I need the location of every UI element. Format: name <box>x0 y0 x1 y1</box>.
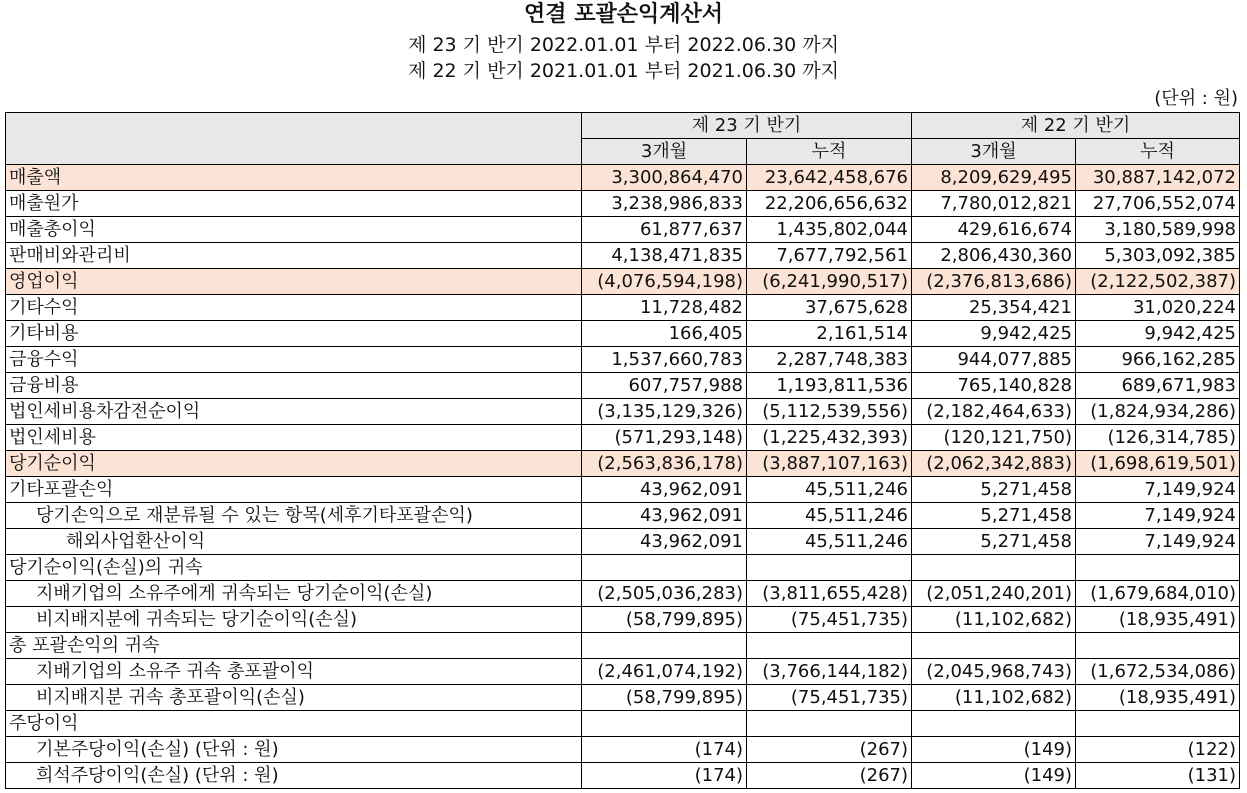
cell-value: 45,511,246 <box>747 529 912 555</box>
row-label: 해외사업환산이익 <box>6 529 582 555</box>
cell-value: 429,616,674 <box>912 217 1076 243</box>
table-row <box>6 425 1240 451</box>
cell-value: 1,537,660,783 <box>582 347 747 373</box>
row-label: 기타포괄손익 <box>6 477 582 503</box>
cell-value: 30,887,142,072 <box>1076 165 1240 191</box>
cell-value: (58,799,895) <box>582 607 747 633</box>
cell-value <box>582 555 747 581</box>
cell-value: (1,679,684,010) <box>1076 581 1240 607</box>
cell-value: 3,180,589,998 <box>1076 217 1240 243</box>
row-label: 기본주당이익(손실) (단위 : 원) <box>6 737 582 763</box>
cell-value: (18,935,491) <box>1076 607 1240 633</box>
cell-value: 45,511,246 <box>747 503 912 529</box>
header-prior-period: 제 22 기 반기 <box>912 113 1240 139</box>
row-label: 기타수익 <box>6 295 582 321</box>
cell-value: 1,435,802,044 <box>747 217 912 243</box>
row-label: 영업이익 <box>6 269 582 295</box>
table-row <box>6 165 1240 191</box>
cell-value: 5,271,458 <box>912 477 1076 503</box>
header-current-3m: 3개월 <box>582 139 747 165</box>
cell-value: (2,045,968,743) <box>912 659 1076 685</box>
cell-value: (1,225,432,393) <box>747 425 912 451</box>
cell-value <box>747 555 912 581</box>
cell-value: 2,161,514 <box>747 321 912 347</box>
row-label: 비지배지분 귀속 총포괄이익(손실) <box>6 685 582 711</box>
table-row <box>6 347 1240 373</box>
cell-value: 9,942,425 <box>1076 321 1240 347</box>
cell-value: (2,505,036,283) <box>582 581 747 607</box>
table-row <box>6 555 1240 581</box>
cell-value: 37,675,628 <box>747 295 912 321</box>
table-row <box>6 477 1240 503</box>
table-row <box>6 191 1240 217</box>
cell-value: (5,112,539,556) <box>747 399 912 425</box>
cell-value: 689,671,983 <box>1076 373 1240 399</box>
cell-value: 43,962,091 <box>582 503 747 529</box>
cell-value: 7,780,012,821 <box>912 191 1076 217</box>
cell-value: 1,193,811,536 <box>747 373 912 399</box>
row-label: 당기순이익(손실)의 귀속 <box>6 555 582 581</box>
table-row <box>6 373 1240 399</box>
cell-value: (11,102,682) <box>912 607 1076 633</box>
cell-value <box>747 711 912 737</box>
table-row <box>6 633 1240 659</box>
cell-value <box>582 633 747 659</box>
table-row <box>6 581 1240 607</box>
row-label: 법인세비용차감전순이익 <box>6 399 582 425</box>
cell-value: (3,887,107,163) <box>747 451 912 477</box>
cell-value: 5,271,458 <box>912 529 1076 555</box>
cell-value: 2,287,748,383 <box>747 347 912 373</box>
table-row <box>6 737 1240 763</box>
cell-value: (3,811,655,428) <box>747 581 912 607</box>
table-row <box>6 295 1240 321</box>
row-label: 비지배지분에 귀속되는 당기순이익(손실) <box>6 607 582 633</box>
cell-value: (2,062,342,883) <box>912 451 1076 477</box>
cell-value: (3,766,144,182) <box>747 659 912 685</box>
cell-value <box>582 711 747 737</box>
cell-value: (3,135,129,326) <box>582 399 747 425</box>
cell-value <box>1076 711 1240 737</box>
table-row <box>6 607 1240 633</box>
row-label: 당기손익으로 재분류될 수 있는 항목(세후기타포괄손익) <box>6 503 582 529</box>
cell-value: (122) <box>1076 737 1240 763</box>
cell-value <box>1076 633 1240 659</box>
cell-value: (1,698,619,501) <box>1076 451 1240 477</box>
table-row <box>6 529 1240 555</box>
cell-value: 3,238,986,833 <box>582 191 747 217</box>
table-row <box>6 243 1240 269</box>
row-label: 판매비와관리비 <box>6 243 582 269</box>
unit-label: (단위 : 원) <box>1154 88 1238 109</box>
cell-value: (174) <box>582 763 747 789</box>
cell-value: (2,376,813,686) <box>912 269 1076 295</box>
cell-value: (2,051,240,201) <box>912 581 1076 607</box>
row-label: 금융비용 <box>6 373 582 399</box>
row-label: 지배기업의 소유주에게 귀속되는 당기순이익(손실) <box>6 581 582 607</box>
cell-value: 2,806,430,360 <box>912 243 1076 269</box>
table-row <box>6 399 1240 425</box>
row-label: 법인세비용 <box>6 425 582 451</box>
cell-value <box>912 555 1076 581</box>
cell-value: 31,020,224 <box>1076 295 1240 321</box>
header-prior-3m: 3개월 <box>912 139 1076 165</box>
cell-value: (11,102,682) <box>912 685 1076 711</box>
cell-value: 11,728,482 <box>582 295 747 321</box>
cell-value: 5,303,092,385 <box>1076 243 1240 269</box>
row-label: 희석주당이익(손실) (단위 : 원) <box>6 763 582 789</box>
cell-value: (149) <box>912 763 1076 789</box>
row-label: 매출액 <box>6 165 582 191</box>
cell-value: (6,241,990,517) <box>747 269 912 295</box>
cell-value: 607,757,988 <box>582 373 747 399</box>
row-label: 당기순이익 <box>6 451 582 477</box>
cell-value: 43,962,091 <box>582 529 747 555</box>
row-label: 금융수익 <box>6 347 582 373</box>
period-prior: 제 22 기 반기 2021.01.01 부터 2021.06.30 까지 <box>408 60 839 82</box>
header-account <box>6 113 582 165</box>
row-label: 주당이익 <box>6 711 582 737</box>
cell-value: (2,182,464,633) <box>912 399 1076 425</box>
income-statement-table <box>5 112 1240 789</box>
cell-value: (18,935,491) <box>1076 685 1240 711</box>
cell-value <box>1076 555 1240 581</box>
row-label: 매출원가 <box>6 191 582 217</box>
cell-value: 4,138,471,835 <box>582 243 747 269</box>
cell-value: (174) <box>582 737 747 763</box>
cell-value: (126,314,785) <box>1076 425 1240 451</box>
header-prior-cum: 누적 <box>1076 139 1240 165</box>
cell-value: 27,706,552,074 <box>1076 191 1240 217</box>
row-label: 총 포괄손익의 귀속 <box>6 633 582 659</box>
table-row <box>6 685 1240 711</box>
cell-value: 23,642,458,676 <box>747 165 912 191</box>
table-row <box>6 269 1240 295</box>
cell-value: (2,563,836,178) <box>582 451 747 477</box>
cell-value: 966,162,285 <box>1076 347 1240 373</box>
cell-value: 25,354,421 <box>912 295 1076 321</box>
cell-value <box>912 711 1076 737</box>
cell-value: (75,451,735) <box>747 685 912 711</box>
cell-value: 8,209,629,495 <box>912 165 1076 191</box>
cell-value: 43,962,091 <box>582 477 747 503</box>
table-row <box>6 217 1240 243</box>
table-row <box>6 659 1240 685</box>
cell-value: 7,677,792,561 <box>747 243 912 269</box>
cell-value: 45,511,246 <box>747 477 912 503</box>
cell-value: (4,076,594,198) <box>582 269 747 295</box>
header-current-cum: 누적 <box>747 139 912 165</box>
cell-value: (149) <box>912 737 1076 763</box>
cell-value: 3,300,864,470 <box>582 165 747 191</box>
cell-value: 944,077,885 <box>912 347 1076 373</box>
table-row <box>6 451 1240 477</box>
cell-value: (58,799,895) <box>582 685 747 711</box>
cell-value: 5,271,458 <box>912 503 1076 529</box>
row-label: 기타비용 <box>6 321 582 347</box>
table-row <box>6 503 1240 529</box>
cell-value <box>747 633 912 659</box>
cell-value: (571,293,148) <box>582 425 747 451</box>
cell-value: 7,149,924 <box>1076 503 1240 529</box>
cell-value: 7,149,924 <box>1076 477 1240 503</box>
table-row <box>6 711 1240 737</box>
cell-value: 22,206,656,632 <box>747 191 912 217</box>
cell-value: (1,824,934,286) <box>1076 399 1240 425</box>
header-current-period: 제 23 기 반기 <box>582 113 912 139</box>
cell-value: (2,122,502,387) <box>1076 269 1240 295</box>
table-row <box>6 763 1240 789</box>
cell-value <box>912 633 1076 659</box>
cell-value: 9,942,425 <box>912 321 1076 347</box>
cell-value: 166,405 <box>582 321 747 347</box>
cell-value: 61,877,637 <box>582 217 747 243</box>
cell-value: (131) <box>1076 763 1240 789</box>
cell-value: (75,451,735) <box>747 607 912 633</box>
row-label: 지배기업의 소유주 귀속 총포괄이익 <box>6 659 582 685</box>
row-label: 매출총이익 <box>6 217 582 243</box>
statement-title: 연결 포괄손익계산서 <box>524 2 723 27</box>
period-current: 제 23 기 반기 2022.01.01 부터 2022.06.30 까지 <box>408 34 839 56</box>
cell-value: (267) <box>747 737 912 763</box>
cell-value: (2,461,074,192) <box>582 659 747 685</box>
cell-value: 7,149,924 <box>1076 529 1240 555</box>
table-row <box>6 321 1240 347</box>
cell-value: (1,672,534,086) <box>1076 659 1240 685</box>
cell-value: 765,140,828 <box>912 373 1076 399</box>
cell-value: (267) <box>747 763 912 789</box>
cell-value: (120,121,750) <box>912 425 1076 451</box>
